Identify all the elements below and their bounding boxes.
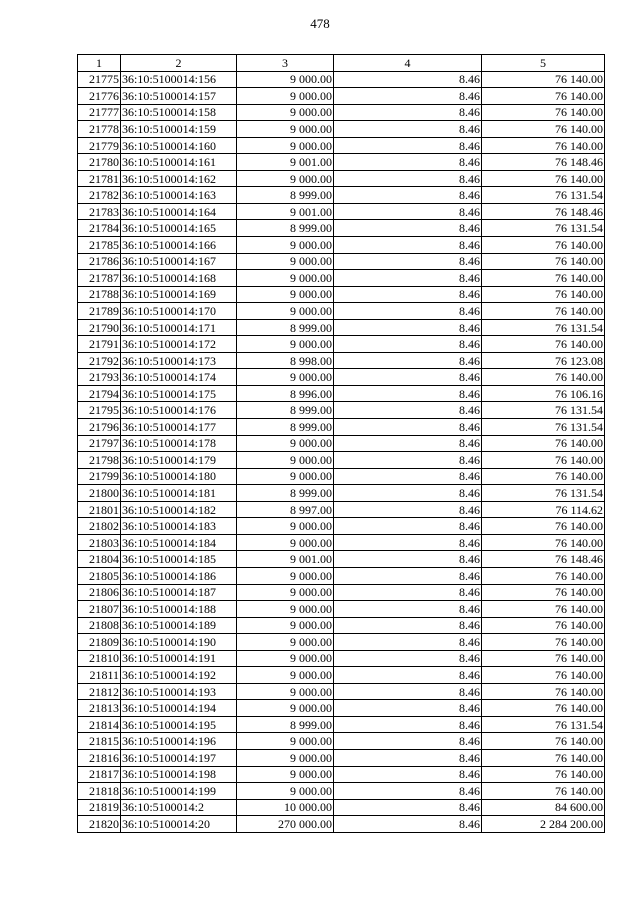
table-row (78, 534, 605, 551)
table-row (78, 170, 605, 187)
row-number-cell: 21795 (78, 402, 121, 419)
cadastral-number-cell: 36:10:5100014:163 (121, 187, 237, 204)
value-cell: 76 140.00 (482, 667, 605, 684)
table-row (78, 369, 605, 386)
column-header-4: 4 (334, 55, 482, 72)
rate-cell: 8.46 (334, 783, 482, 800)
table-row (78, 584, 605, 601)
row-number-cell: 21801 (78, 501, 121, 518)
row-number-cell: 21781 (78, 170, 121, 187)
value-cell: 76 140.00 (482, 468, 605, 485)
cadastral-number-cell: 36:10:5100014:172 (121, 336, 237, 353)
rate-cell: 8.46 (334, 799, 482, 816)
area-cell: 9 000.00 (237, 766, 334, 783)
column-header-3: 3 (237, 55, 334, 72)
value-cell: 76 131.54 (482, 187, 605, 204)
cadastral-number-cell: 36:10:5100014:160 (121, 137, 237, 154)
area-cell: 9 001.00 (237, 203, 334, 220)
area-cell: 9 000.00 (237, 369, 334, 386)
area-cell: 8 998.00 (237, 352, 334, 369)
cadastral-number-cell: 36:10:5100014:171 (121, 319, 237, 336)
row-number-cell: 21777 (78, 104, 121, 121)
area-cell: 9 000.00 (237, 435, 334, 452)
rate-cell: 8.46 (334, 419, 482, 436)
row-number-cell: 21796 (78, 419, 121, 436)
row-number-cell: 21812 (78, 683, 121, 700)
value-cell: 76 140.00 (482, 336, 605, 353)
area-cell: 9 000.00 (237, 617, 334, 634)
table-row (78, 270, 605, 287)
row-number-cell: 21785 (78, 237, 121, 254)
value-cell: 76 131.54 (482, 402, 605, 419)
rate-cell: 8.46 (334, 237, 482, 254)
rate-cell: 8.46 (334, 187, 482, 204)
row-number-cell: 21807 (78, 601, 121, 618)
rate-cell: 8.46 (334, 766, 482, 783)
row-number-cell: 21797 (78, 435, 121, 452)
rate-cell: 8.46 (334, 286, 482, 303)
cadastral-number-cell: 36:10:5100014:190 (121, 634, 237, 651)
table-row (78, 104, 605, 121)
value-cell: 84 600.00 (482, 799, 605, 816)
table-row (78, 71, 605, 88)
cadastral-number-cell: 36:10:5100014:157 (121, 88, 237, 105)
rate-cell: 8.46 (334, 88, 482, 105)
rate-cell: 8.46 (334, 121, 482, 138)
row-number-cell: 21791 (78, 336, 121, 353)
value-cell: 76 140.00 (482, 286, 605, 303)
value-cell: 76 140.00 (482, 733, 605, 750)
row-number-cell: 21789 (78, 303, 121, 320)
area-cell: 9 000.00 (237, 667, 334, 684)
value-cell: 76 140.00 (482, 700, 605, 717)
value-cell: 76 140.00 (482, 369, 605, 386)
cadastral-number-cell: 36:10:5100014:197 (121, 749, 237, 766)
area-cell: 9 001.00 (237, 154, 334, 171)
cadastral-number-cell: 36:10:5100014:199 (121, 783, 237, 800)
table-row (78, 88, 605, 105)
rate-cell: 8.46 (334, 485, 482, 502)
area-cell: 9 000.00 (237, 518, 334, 535)
table-row (78, 468, 605, 485)
table-row (78, 452, 605, 469)
cadastral-number-cell: 36:10:5100014:2 (121, 799, 237, 816)
area-cell: 9 000.00 (237, 584, 334, 601)
table-row (78, 121, 605, 138)
value-cell: 76 140.00 (482, 650, 605, 667)
value-cell: 76 148.46 (482, 551, 605, 568)
row-number-cell: 21784 (78, 220, 121, 237)
table-row (78, 253, 605, 270)
value-cell: 76 140.00 (482, 88, 605, 105)
row-number-cell: 21779 (78, 137, 121, 154)
table-row (78, 799, 605, 816)
rate-cell: 8.46 (334, 501, 482, 518)
area-cell: 9 000.00 (237, 270, 334, 287)
cadastral-number-cell: 36:10:5100014:176 (121, 402, 237, 419)
row-number-cell: 21803 (78, 534, 121, 551)
rate-cell: 8.46 (334, 104, 482, 121)
table-row (78, 733, 605, 750)
table-row (78, 187, 605, 204)
area-cell: 9 000.00 (237, 137, 334, 154)
area-cell: 9 000.00 (237, 650, 334, 667)
value-cell: 76 148.46 (482, 203, 605, 220)
value-cell: 76 148.46 (482, 154, 605, 171)
value-cell: 76 140.00 (482, 121, 605, 138)
row-number-cell: 21816 (78, 749, 121, 766)
rate-cell: 8.46 (334, 71, 482, 88)
area-cell: 9 000.00 (237, 601, 334, 618)
rate-cell: 8.46 (334, 601, 482, 618)
area-cell: 270 000.00 (237, 816, 334, 833)
area-cell: 9 000.00 (237, 303, 334, 320)
area-cell: 8 999.00 (237, 716, 334, 733)
rate-cell: 8.46 (334, 733, 482, 750)
value-cell: 76 140.00 (482, 452, 605, 469)
area-cell: 8 996.00 (237, 385, 334, 402)
value-cell: 76 140.00 (482, 303, 605, 320)
rate-cell: 8.46 (334, 634, 482, 651)
row-number-cell: 21818 (78, 783, 121, 800)
cadastral-number-cell: 36:10:5100014:195 (121, 716, 237, 733)
area-cell: 9 000.00 (237, 733, 334, 750)
value-cell: 76 140.00 (482, 435, 605, 452)
rate-cell: 8.46 (334, 667, 482, 684)
row-number-cell: 21813 (78, 700, 121, 717)
rate-cell: 8.46 (334, 700, 482, 717)
value-cell: 76 140.00 (482, 518, 605, 535)
area-cell: 8 999.00 (237, 402, 334, 419)
table-row (78, 634, 605, 651)
table-row (78, 435, 605, 452)
area-cell: 9 001.00 (237, 551, 334, 568)
area-cell: 9 000.00 (237, 783, 334, 800)
rate-cell: 8.46 (334, 253, 482, 270)
area-cell: 8 999.00 (237, 319, 334, 336)
area-cell: 9 000.00 (237, 683, 334, 700)
area-cell: 9 000.00 (237, 700, 334, 717)
table-row (78, 220, 605, 237)
row-number-cell: 21786 (78, 253, 121, 270)
cadastral-number-cell: 36:10:5100014:187 (121, 584, 237, 601)
row-number-cell: 21788 (78, 286, 121, 303)
cadastral-number-cell: 36:10:5100014:185 (121, 551, 237, 568)
table-row (78, 783, 605, 800)
value-cell: 76 140.00 (482, 71, 605, 88)
table-row (78, 352, 605, 369)
cadastral-number-cell: 36:10:5100014:156 (121, 71, 237, 88)
table-row (78, 617, 605, 634)
table-header-row (78, 55, 605, 72)
cadastral-number-cell: 36:10:5100014:166 (121, 237, 237, 254)
value-cell: 76 106.16 (482, 385, 605, 402)
area-cell: 9 000.00 (237, 170, 334, 187)
value-cell: 76 140.00 (482, 253, 605, 270)
cadastral-number-cell: 36:10:5100014:182 (121, 501, 237, 518)
cadastral-number-cell: 36:10:5100014:180 (121, 468, 237, 485)
area-cell: 9 000.00 (237, 749, 334, 766)
table-row (78, 716, 605, 733)
column-header-1: 1 (78, 55, 121, 72)
value-cell: 76 140.00 (482, 534, 605, 551)
area-cell: 10 000.00 (237, 799, 334, 816)
table-row (78, 601, 605, 618)
table-row (78, 551, 605, 568)
rate-cell: 8.46 (334, 203, 482, 220)
rate-cell: 8.46 (334, 303, 482, 320)
table-row (78, 700, 605, 717)
cadastral-number-cell: 36:10:5100014:20 (121, 816, 237, 833)
table-row (78, 485, 605, 502)
area-cell: 9 000.00 (237, 121, 334, 138)
table-row (78, 501, 605, 518)
rate-cell: 8.46 (334, 319, 482, 336)
cadastral-number-cell: 36:10:5100014:188 (121, 601, 237, 618)
value-cell: 76 114.62 (482, 501, 605, 518)
value-cell: 76 140.00 (482, 683, 605, 700)
row-number-cell: 21817 (78, 766, 121, 783)
table-row (78, 237, 605, 254)
cadastral-number-cell: 36:10:5100014:189 (121, 617, 237, 634)
column-header-2: 2 (121, 55, 237, 72)
cadastral-number-cell: 36:10:5100014:175 (121, 385, 237, 402)
rate-cell: 8.46 (334, 336, 482, 353)
table-row (78, 567, 605, 584)
rate-cell: 8.46 (334, 385, 482, 402)
rate-cell: 8.46 (334, 534, 482, 551)
row-number-cell: 21776 (78, 88, 121, 105)
value-cell: 76 140.00 (482, 567, 605, 584)
area-cell: 9 000.00 (237, 253, 334, 270)
cadastral-number-cell: 36:10:5100014:186 (121, 567, 237, 584)
cadastral-number-cell: 36:10:5100014:158 (121, 104, 237, 121)
cadastral-number-cell: 36:10:5100014:178 (121, 435, 237, 452)
rate-cell: 8.46 (334, 220, 482, 237)
cadastral-number-cell: 36:10:5100014:173 (121, 352, 237, 369)
value-cell: 76 140.00 (482, 137, 605, 154)
rate-cell: 8.46 (334, 369, 482, 386)
value-cell: 76 140.00 (482, 170, 605, 187)
row-number-cell: 21802 (78, 518, 121, 535)
cadastral-number-cell: 36:10:5100014:169 (121, 286, 237, 303)
value-cell: 76 140.00 (482, 749, 605, 766)
table-row (78, 402, 605, 419)
rate-cell: 8.46 (334, 716, 482, 733)
row-number-cell: 21809 (78, 634, 121, 651)
row-number-cell: 21810 (78, 650, 121, 667)
value-cell: 76 131.54 (482, 485, 605, 502)
rate-cell: 8.46 (334, 170, 482, 187)
cadastral-number-cell: 36:10:5100014:165 (121, 220, 237, 237)
area-cell: 8 997.00 (237, 501, 334, 518)
rate-cell: 8.46 (334, 518, 482, 535)
cadastral-number-cell: 36:10:5100014:193 (121, 683, 237, 700)
value-cell: 76 131.54 (482, 716, 605, 733)
cadastral-number-cell: 36:10:5100014:184 (121, 534, 237, 551)
row-number-cell: 21808 (78, 617, 121, 634)
row-number-cell: 21820 (78, 816, 121, 833)
rate-cell: 8.46 (334, 683, 482, 700)
rate-cell: 8.46 (334, 468, 482, 485)
area-cell: 9 000.00 (237, 237, 334, 254)
value-cell: 76 140.00 (482, 104, 605, 121)
cadastral-number-cell: 36:10:5100014:177 (121, 419, 237, 436)
row-number-cell: 21783 (78, 203, 121, 220)
area-cell: 9 000.00 (237, 286, 334, 303)
table-row (78, 766, 605, 783)
area-cell: 8 999.00 (237, 419, 334, 436)
rate-cell: 8.46 (334, 816, 482, 833)
table-row (78, 419, 605, 436)
cadastral-number-cell: 36:10:5100014:174 (121, 369, 237, 386)
area-cell: 9 000.00 (237, 634, 334, 651)
table-row (78, 137, 605, 154)
area-cell: 8 999.00 (237, 220, 334, 237)
row-number-cell: 21811 (78, 667, 121, 684)
rate-cell: 8.46 (334, 617, 482, 634)
value-cell: 76 140.00 (482, 237, 605, 254)
area-cell: 9 000.00 (237, 336, 334, 353)
rate-cell: 8.46 (334, 270, 482, 287)
cadastral-number-cell: 36:10:5100014:179 (121, 452, 237, 469)
cadastral-number-cell: 36:10:5100014:170 (121, 303, 237, 320)
rate-cell: 8.46 (334, 650, 482, 667)
table-row (78, 816, 605, 833)
row-number-cell: 21778 (78, 121, 121, 138)
value-cell: 76 140.00 (482, 617, 605, 634)
cadastral-number-cell: 36:10:5100014:164 (121, 203, 237, 220)
row-number-cell: 21798 (78, 452, 121, 469)
table-row (78, 336, 605, 353)
row-number-cell: 21790 (78, 319, 121, 336)
row-number-cell: 21787 (78, 270, 121, 287)
row-number-cell: 21815 (78, 733, 121, 750)
cadastral-number-cell: 36:10:5100014:168 (121, 270, 237, 287)
rate-cell: 8.46 (334, 402, 482, 419)
row-number-cell: 21793 (78, 369, 121, 386)
data-table (77, 54, 605, 833)
table-row (78, 303, 605, 320)
row-number-cell: 21780 (78, 154, 121, 171)
cadastral-number-cell: 36:10:5100014:181 (121, 485, 237, 502)
row-number-cell: 21782 (78, 187, 121, 204)
value-cell: 76 140.00 (482, 584, 605, 601)
cadastral-number-cell: 36:10:5100014:191 (121, 650, 237, 667)
area-cell: 9 000.00 (237, 452, 334, 469)
cadastral-number-cell: 36:10:5100014:194 (121, 700, 237, 717)
row-number-cell: 21804 (78, 551, 121, 568)
value-cell: 76 131.54 (482, 419, 605, 436)
value-cell: 76 131.54 (482, 220, 605, 237)
table-row (78, 518, 605, 535)
rate-cell: 8.46 (334, 584, 482, 601)
value-cell: 76 140.00 (482, 783, 605, 800)
row-number-cell: 21799 (78, 468, 121, 485)
cadastral-number-cell: 36:10:5100014:162 (121, 170, 237, 187)
table-row (78, 683, 605, 700)
rate-cell: 8.46 (334, 551, 482, 568)
rate-cell: 8.46 (334, 137, 482, 154)
page-number: 478 (310, 16, 330, 31)
value-cell: 76 123.08 (482, 352, 605, 369)
cadastral-number-cell: 36:10:5100014:167 (121, 253, 237, 270)
area-cell: 9 000.00 (237, 104, 334, 121)
row-number-cell: 21794 (78, 385, 121, 402)
row-number-cell: 21800 (78, 485, 121, 502)
cadastral-number-cell: 36:10:5100014:196 (121, 733, 237, 750)
table-row (78, 319, 605, 336)
cadastral-number-cell: 36:10:5100014:183 (121, 518, 237, 535)
rate-cell: 8.46 (334, 435, 482, 452)
table-body (78, 71, 605, 832)
value-cell: 76 140.00 (482, 601, 605, 618)
row-number-cell: 21814 (78, 716, 121, 733)
row-number-cell: 21775 (78, 71, 121, 88)
table-row (78, 203, 605, 220)
cadastral-number-cell: 36:10:5100014:161 (121, 154, 237, 171)
rate-cell: 8.46 (334, 567, 482, 584)
rate-cell: 8.46 (334, 452, 482, 469)
area-cell: 9 000.00 (237, 534, 334, 551)
row-number-cell: 21805 (78, 567, 121, 584)
cadastral-number-cell: 36:10:5100014:192 (121, 667, 237, 684)
value-cell: 76 131.54 (482, 319, 605, 336)
rate-cell: 8.46 (334, 154, 482, 171)
cadastral-number-cell: 36:10:5100014:198 (121, 766, 237, 783)
value-cell: 2 284 200.00 (482, 816, 605, 833)
cadastral-number-cell: 36:10:5100014:159 (121, 121, 237, 138)
column-header-5: 5 (482, 55, 605, 72)
table-row (78, 650, 605, 667)
row-number-cell: 21806 (78, 584, 121, 601)
table-row (78, 667, 605, 684)
area-cell: 8 999.00 (237, 187, 334, 204)
value-cell: 76 140.00 (482, 634, 605, 651)
table-row (78, 385, 605, 402)
area-cell: 9 000.00 (237, 468, 334, 485)
area-cell: 9 000.00 (237, 567, 334, 584)
table-row (78, 749, 605, 766)
area-cell: 9 000.00 (237, 71, 334, 88)
row-number-cell: 21792 (78, 352, 121, 369)
table-row (78, 154, 605, 171)
area-cell: 8 999.00 (237, 485, 334, 502)
table-row (78, 286, 605, 303)
value-cell: 76 140.00 (482, 270, 605, 287)
area-cell: 9 000.00 (237, 88, 334, 105)
row-number-cell: 21819 (78, 799, 121, 816)
rate-cell: 8.46 (334, 749, 482, 766)
value-cell: 76 140.00 (482, 766, 605, 783)
rate-cell: 8.46 (334, 352, 482, 369)
